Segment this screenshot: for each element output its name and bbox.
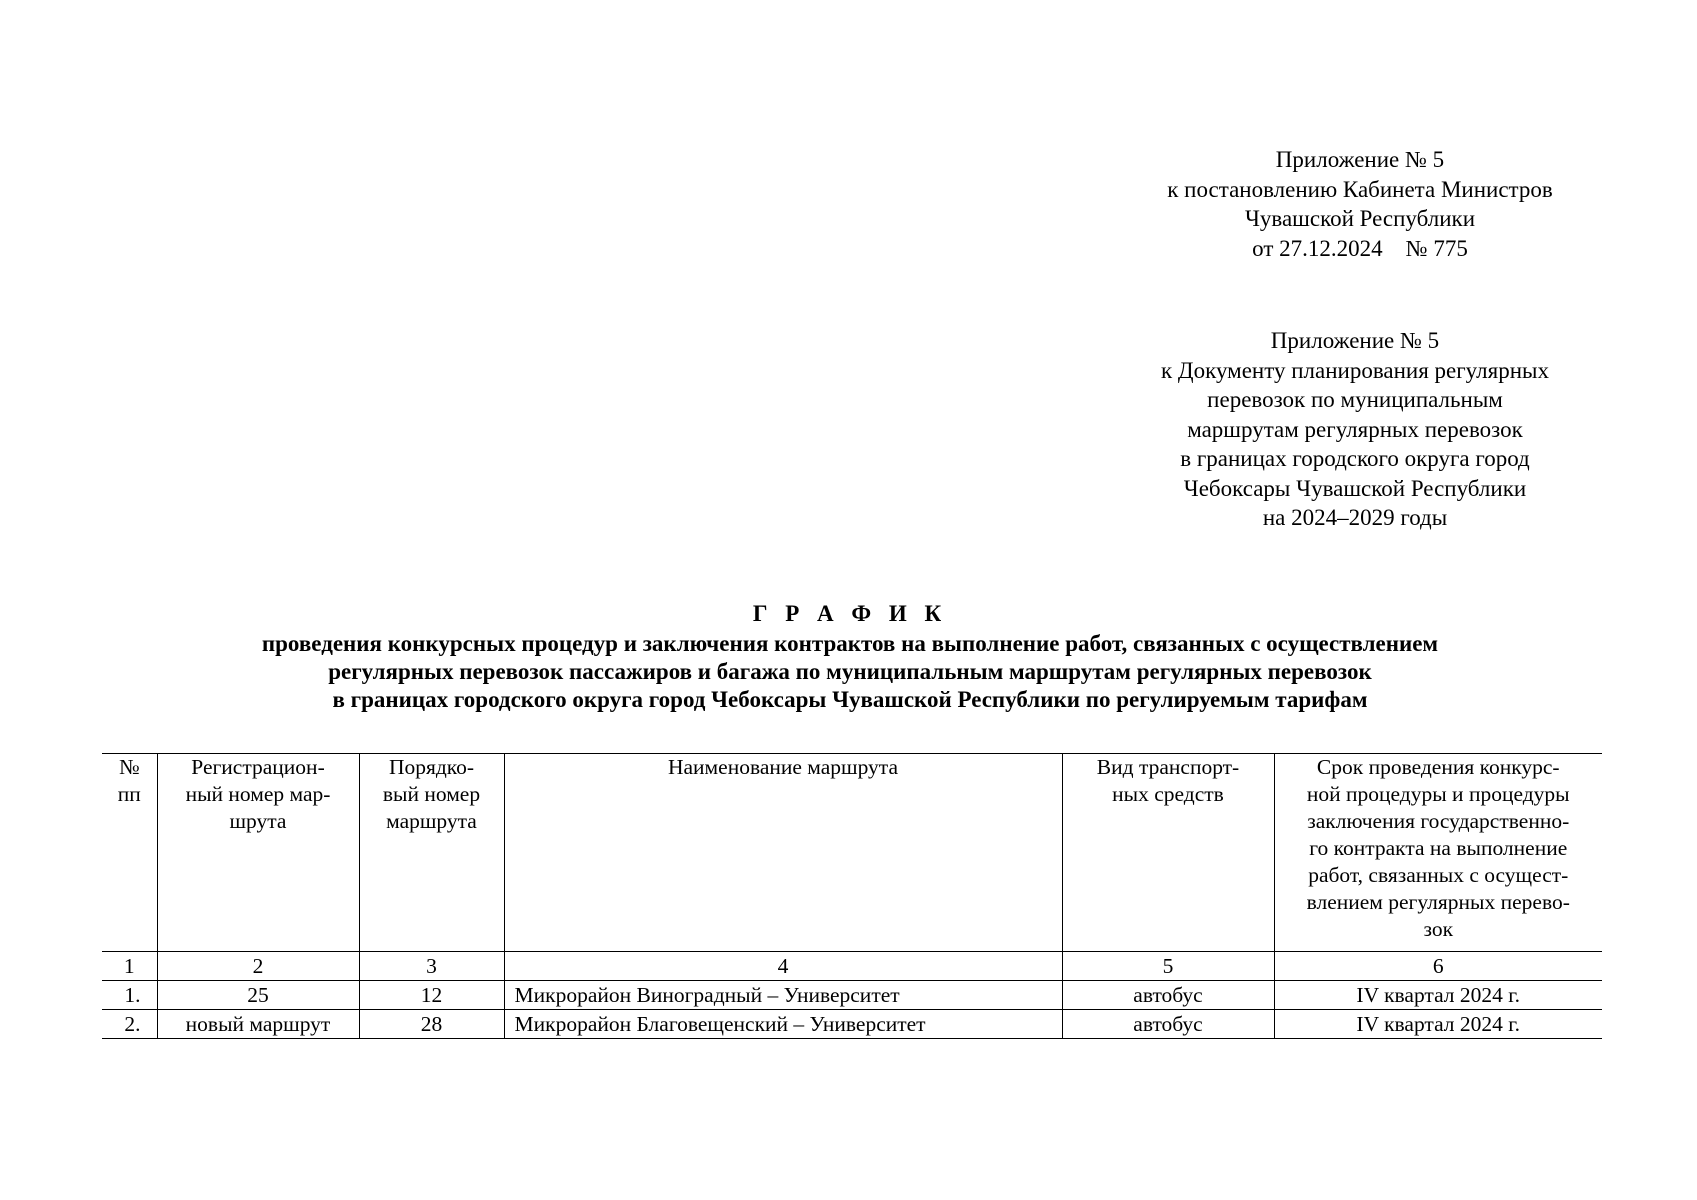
- appendix-resolution-line: Чувашской Республики: [1244, 206, 1476, 231]
- appendix-planning-line: на 2024–2029 годы: [1262, 505, 1448, 530]
- column-number: 4: [504, 952, 1062, 981]
- appendix-planning-line: в границах городского округа город: [1180, 446, 1530, 471]
- route-order-number: 12: [359, 981, 504, 1010]
- header-cell-number: № пп: [102, 754, 157, 952]
- appendix-planning-line: к Документу планирования регулярных: [1160, 357, 1549, 383]
- column-number-row: [102, 952, 1602, 981]
- appendix-resolution-line: от 27.12.2024 № 775: [1252, 235, 1468, 261]
- route-order-number: 28: [359, 1010, 504, 1039]
- appendix-resolution: [1150, 145, 1570, 263]
- column-number: 6: [1274, 952, 1602, 981]
- row-number: 2.: [102, 1010, 157, 1039]
- document-title: [100, 600, 1600, 714]
- header-cell-registration-number: Регистрацион- ный номер мар- шрута: [157, 754, 359, 952]
- header-cell-procedure-deadline: Срок проведения конкурс- ной процедуры и процедуры заключения государственно- го контракта на выполнение работ, связанных с осущест- влением регулярных перево- зок: [1274, 754, 1602, 952]
- vehicle-type: автобус: [1062, 1010, 1274, 1039]
- table-row: [102, 1010, 1602, 1039]
- appendix-planning-line: перевозок по муниципальным: [1207, 387, 1503, 412]
- appendix-planning-document: [1145, 326, 1565, 533]
- title-line: в границах городского округа город Чебоксары Чувашской Республики по регулируемым тарифам: [332, 687, 1368, 712]
- header-cell-route-order-number: Порядко- вый номер маршрута: [359, 754, 504, 952]
- column-number: 3: [359, 952, 504, 981]
- table-row: [102, 981, 1602, 1010]
- registration-number: 25: [157, 981, 359, 1010]
- route-name: Микрорайон Виноградный – Университет: [504, 981, 1062, 1010]
- header-cell-route-name: Наименование маршрута: [504, 754, 1062, 952]
- table-header-row: [102, 754, 1602, 952]
- procedure-deadline: IV квартал 2024 г.: [1274, 981, 1602, 1010]
- column-number: 1: [102, 952, 157, 981]
- route-name: Микрорайон Благовещенский – Университет: [504, 1010, 1062, 1039]
- procedure-deadline: IV квартал 2024 г.: [1274, 1010, 1602, 1039]
- row-number: 1.: [102, 981, 157, 1010]
- vehicle-type: автобус: [1062, 981, 1274, 1010]
- header-cell-vehicle-type: Вид транспорт- ных средств: [1062, 754, 1274, 952]
- appendix-planning-line: маршрутам регулярных перевозок: [1187, 416, 1523, 442]
- schedule-table: [102, 753, 1602, 1039]
- title-main: Г Р А Ф И К: [752, 601, 948, 626]
- registration-number: новый маршрут: [157, 1010, 359, 1039]
- appendix-resolution-line: Приложение № 5: [1275, 147, 1445, 172]
- appendix-planning-line: Приложение № 5: [1270, 328, 1440, 353]
- title-line: проведения конкурсных процедур и заключения контрактов на выполнение работ, связанных с осуществлением: [261, 631, 1439, 656]
- column-number: 5: [1062, 952, 1274, 981]
- appendix-resolution-line: к постановлению Кабинета Министров: [1167, 176, 1553, 202]
- appendix-planning-line: Чебоксары Чувашской Республики: [1183, 475, 1527, 501]
- column-number: 2: [157, 952, 359, 981]
- title-line: регулярных перевозок пассажиров и багажа по муниципальным маршрутам регулярных перевозок: [328, 659, 1372, 684]
